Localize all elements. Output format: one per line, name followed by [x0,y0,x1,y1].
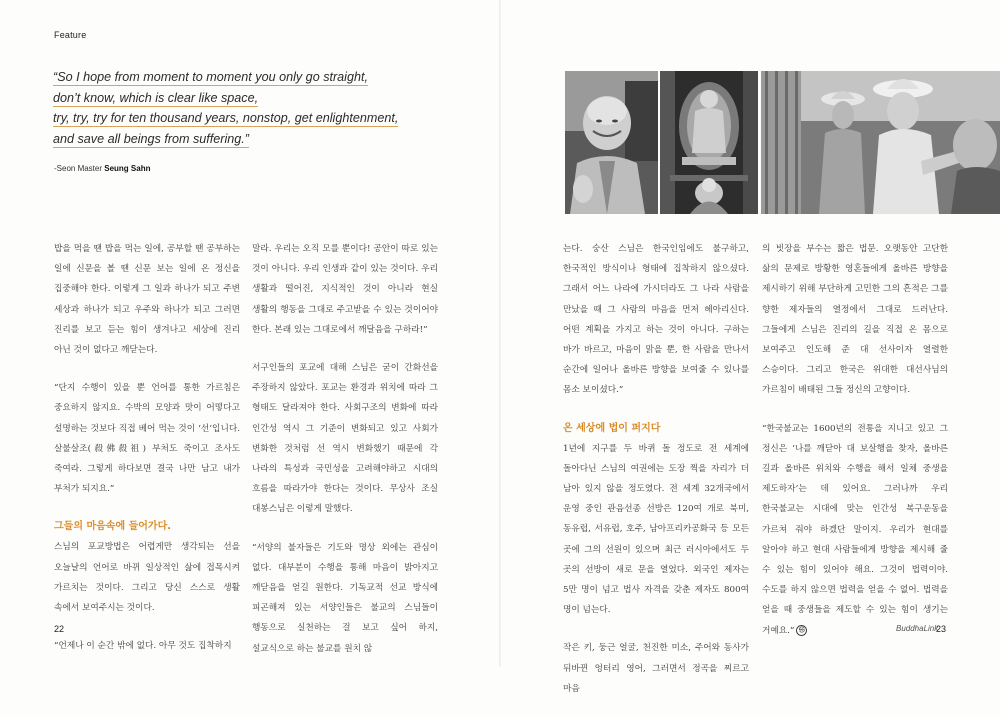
pull-quote [53,67,399,149]
page-gutter [499,0,501,667]
section-heading: 그들의 마음속에 들어가다. [54,521,172,533]
article-end-mark: ㉿ [796,625,807,636]
photo-buddha-altar [660,71,758,214]
photo-elder-monk [565,71,658,214]
body-column-1 [54,239,240,674]
paragraph: “언제나 이 순간 밖에 없다. 아무 것도 집착하지 [54,641,232,652]
pull-quote-line: and save all beings from suffering.” [53,131,250,146]
paragraph: “단지 수행이 있을 뿐 언어를 통한 가르침은 중요하지 않지요. 수박의 모양과 맛이 어떻다고 설명하는 것보다 직접 베어 먹는 것이 ‘선’입니다. 살불살조(殺佛殺祖) 부처도 죽이고 조사도 죽여라. 그렇게 하다보면 결국 나만 남고 내가 부처가 되지요.” [54,383,240,495]
paragraph: 의 빗장을 부수는 짧은 법문. 오랫동안 고단한 삶의 문제로 방황한 영혼들에게 올바른 방향을 제시하기 위해 부단하게 고민한 그의 흔적은 그를 향한 제자들의 열정에서 그대로 드러난다. 그들에게 스님은 진리의 길을 직접 온 몸으로 보여주고 인도해 준 대 선사이자 열렬한 스승이다. 그리고 한국은 위대한 대선사님의 가르침이 배태된 그들 정신의 고향이다. [762,244,948,396]
paragraph: “서양의 불자들은 기도와 명상 외에는 관심이 없다. 대부분이 수행을 통해 마음이 밝아지고 깨닫음을 얻길 원한다. 기독교적 선교 방식에 피곤해져 있는 서양인들은 불교의 스님들이 행동으로 실천하는 걸 보고 싶어 하지, 설교식으로 하는 불교를 원치 않 [252,542,438,654]
photo-monks-hats [761,71,1000,214]
paragraph: 서구인들의 포교에 대해 스님은 굳이 간화선을 주장하지 않았다. 포교는 환경과 위치에 따라 그 형태도 달라져야 한다. 사회구조의 변화에 따라 인간성 역시 그 기준이 변화되고 있고 사회가 변화한 것처럼 선 역시 변화했기 때문에 각 나라의 특성과 국민성을 고려해야하고 시대의 흐름을 따라가야 한다는 것이다. 무상사 조실 대봉스님은 이렇게 말했다. [252,363,438,515]
page-number-right: 23 [936,624,947,634]
pull-quote-line: try, try, try for ten thousand years, nonstop, get enlightenment, [53,111,399,126]
pull-quote-line: “So I hope from moment to moment you only go straight, [53,70,368,84]
paragraph: “한국불교는 1600년의 전통을 지니고 있고 그 정신은 ‘나를 깨닫아 대 보살행을 찾자, 올바른 길과 올바른 위치와 수행을 해서 일체 중생을 제도하자’는 데 있어요. 그러나까 우리 한국불교는 시대에 맞는 인간성 복구운동을 가르쳐 줘야 하겠단 말이지. 우리가 현대를 알아야 하고 현대 사람들에게 방향을 제시해 줄 수 있는 힘이 있어야 해요. 그것이 법력이야. 수도를 하지 않으면 법력을 얻을 수 없어. 법력을 얻을 때 중생들을 제도할 수 있는 힘이 생기는 거예요.” ㉿ [762,423,948,636]
attribution-name: Seung Sahn [104,164,151,173]
paragraph: 는다. 숭산 스님은 한국인임에도 불구하고, 한국적인 방식이나 형태에 집착하지 않으셨다. 그래서 어느 나라에 가시더라도 그 나라 사람을 만났을 때 그 사람의 마음을 먼저 헤아리신다. 어떤 계획을 가지고 하는 것이 아니다. 구하는 바가 바르고, 마음이 맑을 뿐, 한 사람을 만나서 순간에 일어나 올바른 방향을 보여줄 수 있나를 몸소 보이셨다.” [563,244,749,396]
body-column-4 [762,239,948,659]
body-column-2 [252,239,438,677]
section-heading: 온 세상에 법이 퍼지다 [563,422,661,434]
section-label: Feature [54,30,87,40]
magazine-folio: BuddhaLink [896,624,939,633]
pull-quote-line: don’t know, which is clear like space, [53,90,259,105]
page-number-left: 22 [54,624,65,634]
paragraph: 말라. 우리는 오직 모를 뿐이다! 공안이 따로 있는 것이 아니다. 우리 인생과 같이 있는 것이다. 우리 생활과 떨어진, 지식적인 것이 아니라 현실 생활의 행동을 그대로 주고받을 수 있는 것이어야 한다. 본래 있는 그대로에서 깨달음을 구하라!” [252,244,438,335]
body-column-3 [563,239,749,717]
paragraph: 스님의 포교방법은 어렵게만 생각되는 선을 오늘날의 언어로 바뀌 일상적인 삶에 접목시켜 가르치는 것이다. 그리고 당신 스스로 생활 속에서 보여주시는 것이다. [54,542,240,614]
quote-attribution: -Seon Master Seung Sahn [54,164,151,173]
paragraph: 밥을 먹을 땐 밥을 먹는 일에, 공부할 땐 공부하는 일에 신문을 볼 땐 신문 보는 일에 온 정신을 집중해야 한다. 이렇게 그 일과 하나가 되고 주변 세상과 하나가 되고 우주와 하나가 되고 그러면 진리를 보고 듣는 힘이 생겨나고 세상에 진리 아닌 것이 없다고 깨닫는다. [54,244,240,356]
paragraph: 작은 키, 둥근 얼굴, 천진한 미소, 주어와 동사가 뒤바뀐 엉터리 영어, 그러면서 정곡을 찌르고 마음 [563,643,749,694]
paragraph: 1년에 지구를 두 바퀴 돌 정도로 전 세계에 돌아다닌 스님의 여권에는 도장 찍을 자리가 더 남아 있지 않을 정도였다. 전 세계 32개국에서 운영 중인 관음선종 선방은 120여 개로 북미, 동유럽, 서유럽, 호주, 남아프리카공화국 등 모든 곳에 그의 선원이 있으며 최근 러시아에서도 두 곳의 선방이 새로 문을 열었다. 외국인 제자는 5만 명이 넘고 법사 자격을 갖춘 제자도 800여 명이 넘는다. [563,443,749,616]
